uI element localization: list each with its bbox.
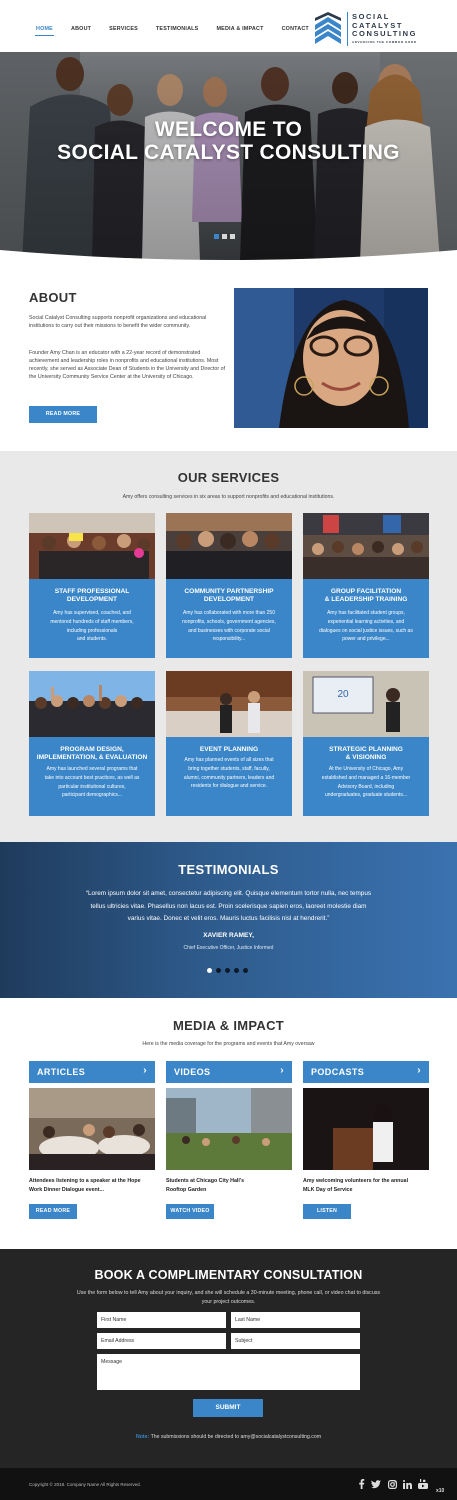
service-text-line: Amy has supervised, coached, and (53, 610, 131, 616)
nav-about[interactable]: ABOUT (70, 26, 92, 32)
articles-read-more-button[interactable]: READ MORE (29, 1204, 77, 1219)
media-subtitle: Here is the media coverage for the programs and events that Amy oversaw (142, 1041, 315, 1047)
testimonial-dot-1[interactable] (207, 968, 212, 973)
testimonial-dot-3[interactable] (225, 968, 230, 973)
service-title-line-2: IMPLEMENTATION, & EVALUATION (36, 754, 148, 761)
twitter-icon[interactable] (371, 1480, 381, 1489)
testimonials-heading: TESTIMONIALS (178, 862, 279, 877)
service-text-line: power and privilege... (342, 636, 390, 643)
logo-divider (347, 12, 348, 46)
logo-wordmark (352, 13, 417, 39)
service-image (166, 671, 292, 737)
service-text-line: nonprofits, schools, government agencies, (182, 618, 276, 625)
video-caption (166, 1177, 292, 1195)
logo-line-3: CONSULTING (352, 29, 418, 39)
hero-title-line-1: WELCOME TO (154, 118, 303, 141)
first-name-field[interactable]: First Name (97, 1312, 226, 1328)
service-text-line: bring together students, staff, faculty, (188, 765, 270, 772)
media-videos-header[interactable] (166, 1061, 292, 1083)
consultation-description (55, 1289, 402, 1306)
hero-dot-3[interactable] (230, 234, 235, 239)
hero-slider (0, 52, 457, 262)
nav-home[interactable]: HOME (36, 26, 53, 32)
service-text-line: Advisory Board, including (337, 783, 395, 790)
quote-line: varius vitae. Donec et velit eros. Mauris luctus facilisis nisl at hendrerit.” (127, 915, 330, 922)
footer (0, 1468, 457, 1500)
subject-field[interactable]: Subject (231, 1333, 360, 1349)
description-line: your project outcomes. (201, 1298, 256, 1305)
caption-line: Work Dinner Dialogue event... (29, 1187, 104, 1193)
consultation-heading: BOOK A COMPLIMENTARY CONSULTATION (94, 1268, 363, 1282)
service-text-line: Amy has launched several programs that (46, 766, 138, 772)
service-text-line: mentored hundreds of staff members, (50, 618, 134, 625)
watch-video-button[interactable]: WATCH VIDEO (166, 1204, 214, 1219)
service-title-line-1: STRATEGIC PLANNING (329, 746, 403, 753)
testimonial-author: XAVIER RAMEY, (203, 932, 254, 939)
facebook-icon[interactable] (358, 1479, 365, 1489)
svg-text:20: 20 (337, 689, 349, 700)
media-videos-label: VIDEOS (174, 1067, 211, 1077)
note-text: The submissions should be directed to amy@socialcatalystconsulting.com (149, 1434, 322, 1440)
service-title-line-2: DEVELOPMENT (203, 596, 255, 603)
service-image (29, 671, 155, 737)
listen-button[interactable]: LISTEN (303, 1204, 351, 1219)
service-text-line: responsibility... (212, 636, 246, 643)
about-heading: ABOUT (29, 290, 77, 305)
services-section (0, 451, 457, 842)
nav-menu (36, 26, 327, 32)
consultation-section (0, 1249, 457, 1468)
instagram-icon[interactable] (388, 1480, 397, 1489)
service-title-line-1: COMMUNITY PARTNERSHIP (184, 588, 274, 595)
chevron-right-icon: › (143, 1065, 147, 1076)
service-text-line: take into account best practices, as well as (44, 774, 140, 781)
chevron-right-icon: › (280, 1065, 284, 1076)
service-text-line: Amy has collaborated with more than 250 (183, 610, 275, 616)
logo-line-1: SOCIAL (352, 12, 390, 21)
email-field[interactable]: Email Address (97, 1333, 226, 1349)
service-card-community-partnership[interactable] (166, 513, 292, 658)
services-heading: OUR SERVICES (177, 470, 280, 485)
nav-media-impact[interactable]: MEDIA & IMPACT (216, 26, 264, 32)
media-articles-header[interactable] (29, 1061, 155, 1083)
testimonial-dot-5[interactable] (243, 968, 248, 973)
podcast-caption (303, 1177, 429, 1195)
service-text-line: and businesses with corporate social (188, 627, 270, 634)
media-heading: MEDIA & IMPACT (172, 1018, 285, 1033)
service-text-line: participant demographics... (61, 792, 123, 799)
article-caption (29, 1177, 155, 1195)
podcast-image[interactable] (303, 1088, 429, 1170)
about-paragraph-2: Founder Amy Chan is an educator with a 22-year record of demonstrated achievement and leadership roles in nonprofits and educational institutions. Most recently, she served as Associate Dean of Students in the University and Director of the University Community Service Center at the University of Chicago. (29, 350, 225, 380)
site-logo[interactable] (312, 12, 432, 46)
nav-contact[interactable]: CONTACT (281, 26, 309, 32)
service-text-line: Amy has planned events of all sizes that (184, 757, 274, 763)
message-field[interactable]: Message (97, 1354, 360, 1390)
service-text-line: undergraduates, graduate students... (324, 792, 407, 799)
caption-line: Amy welcoming volunteers for the annual (303, 1178, 409, 1184)
testimonial-dot-4[interactable] (234, 968, 239, 973)
service-text-line: established and managed a 16-member (321, 774, 411, 781)
media-podcasts-header[interactable] (303, 1061, 429, 1083)
nav-testimonials[interactable]: TESTIMONIALS (155, 26, 199, 32)
service-image (303, 671, 429, 737)
quote-line: “Lorem ipsum dolor sit amet, consectetur adipiscing elit. Quisque elementum tortor nulla, nec tempus (85, 890, 372, 897)
caption-line: Rooftop Garden (166, 1187, 207, 1193)
hero-pagination (214, 234, 235, 239)
caption-line: Attendees listening to a speaker at the Hope (29, 1178, 141, 1184)
note-label: Note: (135, 1434, 150, 1440)
chevron-right-icon: › (417, 1065, 421, 1076)
description-line: Use the form below to tell Amy about your inquiry, and she will schedule a 30-minute meeting, phone call, or video chat to discuss (76, 1290, 381, 1296)
services-subtitle: Amy offers consulting services in six areas to support nonprofits and educational institutions. (122, 494, 335, 500)
hero-dot-1[interactable] (214, 234, 219, 239)
service-title-line-1: EVENT PLANNING (199, 746, 259, 753)
caption-line: Students at Chicago City Hall’s (166, 1178, 245, 1184)
service-title-line-1: PROGRAM DESIGN, (60, 746, 124, 753)
video-image[interactable] (166, 1088, 292, 1170)
service-text-line: dialogues on social justice issues, such as (319, 627, 413, 634)
submission-note (0, 1434, 457, 1440)
copyright-text: Copyright © 2018. Company Name All Rights Reserved. (29, 1482, 141, 1487)
founder-photo (234, 288, 428, 428)
testimonials-section (0, 842, 457, 998)
service-image (303, 513, 429, 579)
quote-line: tellus ultricies vitae. Phasellus non lacus est. Proin scelerisque sapien eros, laoreet molestie diam (90, 902, 367, 910)
service-text-line: and students. (76, 636, 108, 643)
testimonial-quote (60, 888, 397, 926)
service-title-line-1: GROUP FACILITATION (330, 588, 402, 595)
caption-line: MLK Day of Service (303, 1187, 353, 1193)
service-image (166, 513, 292, 579)
testimonial-dot-2[interactable] (216, 968, 221, 973)
service-card-event-planning[interactable] (166, 671, 292, 816)
service-text-line: residents for dialogue and service. (190, 783, 268, 790)
service-text-line: experiential learning activities, and (327, 618, 405, 625)
service-card-group-facilitation[interactable] (303, 513, 429, 658)
about-read-more-button[interactable]: READ MORE (29, 406, 97, 423)
service-text-line: including professionals (66, 627, 118, 634)
linkedin-icon[interactable] (403, 1480, 412, 1489)
hero-title-line-2: SOCIAL CATALYST CONSULTING (57, 141, 400, 164)
service-title-line-2: & VISIONING (345, 754, 387, 761)
service-card-strategic-planning[interactable] (303, 671, 429, 816)
service-text-line: particular institutional cultures, (58, 783, 126, 790)
testimonial-pagination (207, 968, 248, 973)
service-text-line: At the University of Chicago, Amy (328, 766, 404, 772)
service-title-line-2: DEVELOPMENT (66, 596, 118, 603)
article-image[interactable] (29, 1088, 155, 1170)
service-card-staff-development[interactable] (29, 513, 155, 658)
nav-services[interactable]: SERVICES (109, 26, 138, 32)
youtube-icon[interactable] (418, 1479, 428, 1489)
about-paragraph-1: Social Catalyst Consulting supports nonprofit organizations and educational institutions to carry out their missions to benefit the wider community. (29, 315, 207, 329)
service-title-line-2: & LEADERSHIP TRAINING (324, 596, 408, 603)
last-name-field[interactable]: Last Name (231, 1312, 360, 1328)
footer-corner-label: x10 (436, 1488, 445, 1494)
testimonial-role: Chief Executive Officer, Justice Informed (183, 945, 274, 951)
founder-portrait-image (234, 288, 428, 428)
service-text-line: alumni, community partners, leaders and (183, 774, 275, 781)
service-card-program-design[interactable] (29, 671, 155, 816)
submit-button[interactable]: SUBMIT (193, 1399, 263, 1417)
logo-line-2: CATALYST (352, 20, 403, 30)
media-podcasts-label: PODCASTS (311, 1067, 365, 1077)
logo-chevrons-icon (312, 12, 344, 46)
logo-tagline: ADVANCING THE COMMON GOOD (352, 39, 417, 44)
service-title-line-1: STAFF PROFESSIONAL (54, 588, 130, 595)
service-text-line: Amy has facilitated student groups, (327, 610, 405, 616)
top-navigation (0, 0, 457, 52)
media-articles-label: ARTICLES (37, 1067, 86, 1077)
service-image (29, 513, 155, 579)
hero-dot-2[interactable] (222, 234, 227, 239)
